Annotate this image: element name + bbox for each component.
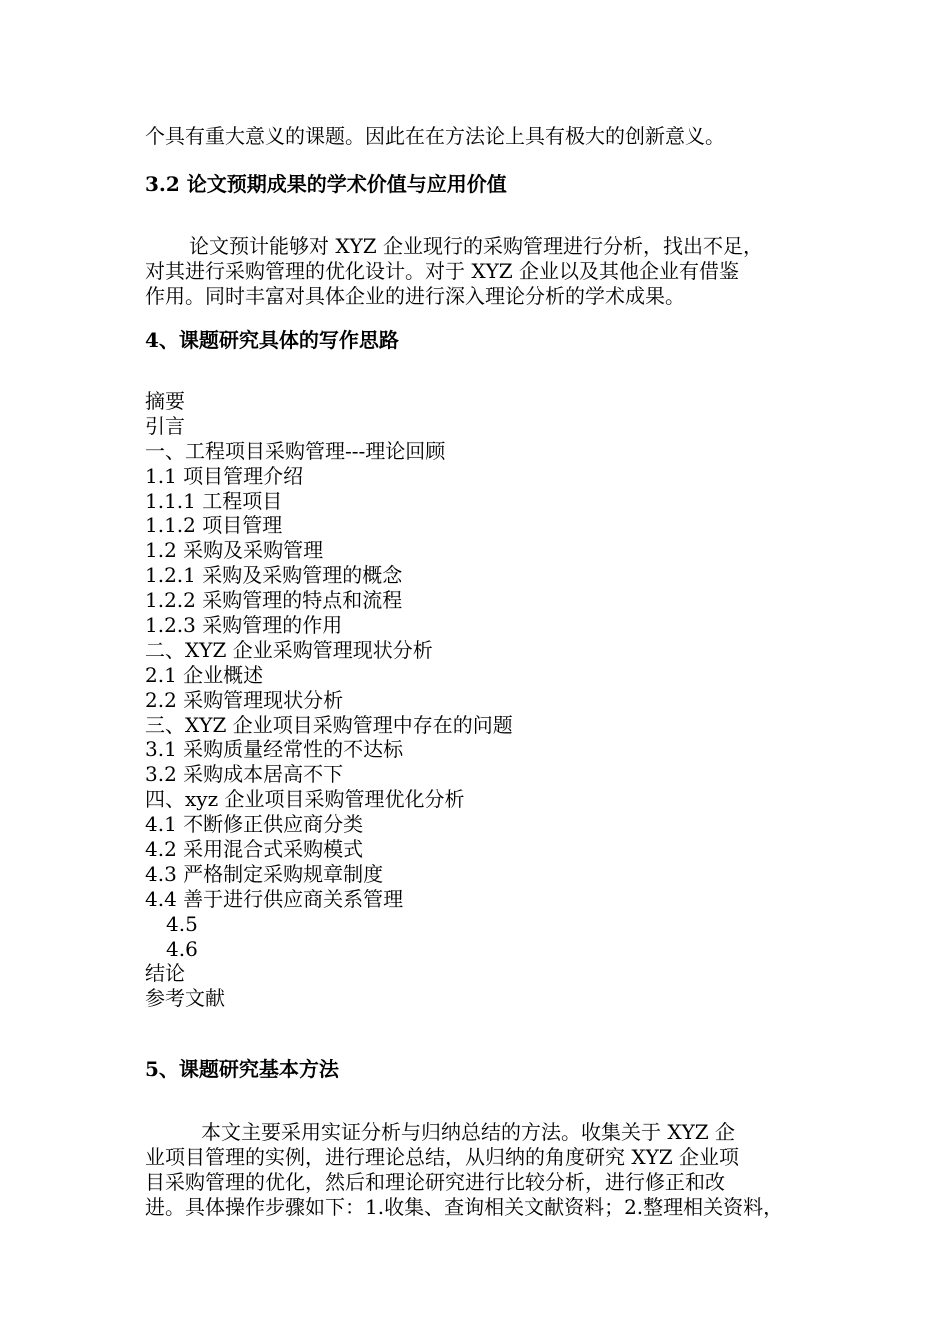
outline-item: 1.2.3 采购管理的作用: [145, 613, 343, 638]
section-5-line: 进。具体操作步骤如下：1.收集、查询相关文献资料；2.整理相关资料，: [145, 1195, 784, 1219]
section-3-2-line: 作用。同时丰富对具体企业的进行深入理论分析的学术成果。: [145, 284, 685, 308]
outline-list: [145, 389, 513, 1011]
outline-item: 4.2 采用混合式采购模式: [145, 837, 364, 862]
outline-item: 3.1 采购质量经常性的不达标: [145, 737, 404, 762]
section-5-line: 业项目管理的实例，进行理论总结，从归纳的角度研究 XYZ 企业项: [145, 1145, 740, 1169]
outline-item: 4.5: [166, 911, 198, 936]
outline-item: 四、xyz 企业项目采购管理优化分析: [145, 787, 465, 812]
intro-tail-line: 个具有重大意义的课题。因此在在方法论上具有极大的创新意义。: [145, 124, 725, 148]
outline-item: 2.1 企业概述: [145, 662, 264, 687]
section-4-heading: 4、课题研究具体的写作思路: [145, 328, 399, 352]
outline-item: 1.2.2 采购管理的特点和流程: [145, 588, 403, 613]
outline-item: 4.6: [166, 936, 198, 961]
section-3-2-line: 对其进行采购管理的优化设计。对于 XYZ 企业以及其他企业有借鉴: [145, 259, 740, 283]
intro-tail-paragraph: [145, 124, 817, 149]
outline-item: 结论: [145, 961, 185, 986]
outline-item: 1.2.1 采购及采购管理的概念: [145, 563, 403, 588]
outline-item: 1.1 项目管理介绍: [145, 463, 304, 488]
section-5-heading: 5、课题研究基本方法: [145, 1057, 339, 1081]
outline-item: 1.2 采购及采购管理: [145, 538, 324, 563]
section-3-2-heading: 3.2 论文预期成果的学术价值与应用价值: [145, 172, 507, 196]
outline-item: 一、工程项目采购管理---理论回顾: [145, 438, 446, 463]
section-5-line: 目采购管理的优化，然后和理论研究进行比较分析，进行修正和改: [145, 1170, 725, 1194]
outline-item: 二、XYZ 企业采购管理现状分析: [145, 637, 433, 662]
outline-item: 参考文献: [145, 986, 225, 1011]
outline-item: 引言: [145, 413, 185, 438]
section-5-paragraph: [145, 1120, 817, 1220]
outline-item: 4.4 善于进行供应商关系管理: [145, 886, 404, 911]
outline-item: 三、XYZ 企业项目采购管理中存在的问题: [145, 712, 513, 737]
section-5-line: 本文主要采用实证分析与归纳总结的方法。收集关于 XYZ 企: [201, 1120, 736, 1144]
outline-item: 摘要: [145, 389, 185, 413]
outline-item: 4.1 不断修正供应商分类: [145, 812, 364, 837]
outline-item: 1.1.2 项目管理: [145, 513, 283, 538]
section-3-2-paragraph: [145, 234, 817, 309]
section-3-2-line: 论文预计能够对 XYZ 企业现行的采购管理进行分析，找出不足，: [189, 234, 764, 258]
outline-item: 1.1.1 工程项目: [145, 488, 283, 513]
outline-item: 3.2 采购成本居高不下: [145, 762, 344, 787]
outline-item: 4.3 严格制定采购规章制度: [145, 861, 384, 886]
outline-item: 2.2 采购管理现状分析: [145, 687, 344, 712]
